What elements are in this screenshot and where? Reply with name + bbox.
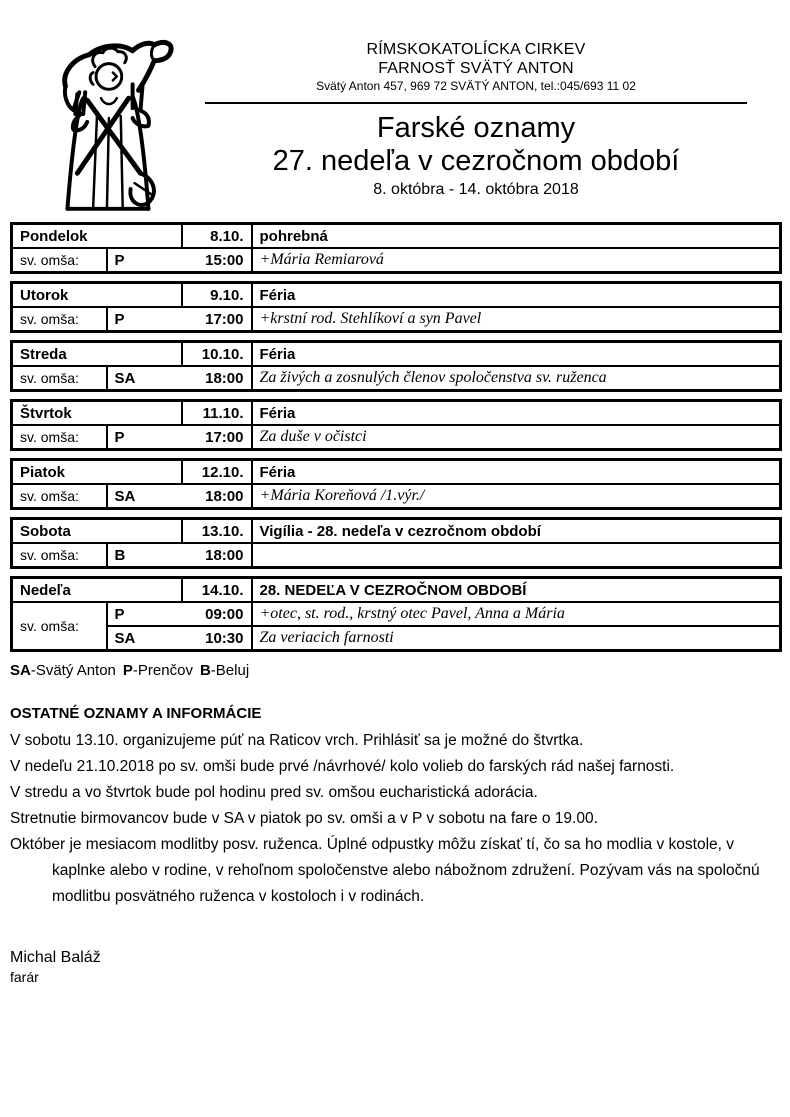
day-row [12, 342, 781, 367]
mass-row [12, 248, 781, 273]
day-row [12, 519, 781, 544]
mass-intention: +Mária Koreňová /1.výr./ [252, 484, 781, 509]
mass-location: SA [107, 484, 182, 509]
schedule-block-thursday [10, 399, 782, 451]
page-header [0, 0, 790, 222]
schedule-block-wednesday [10, 340, 782, 392]
mass-row [12, 543, 781, 568]
mass-location: SA [107, 626, 182, 651]
mass-label: sv. omša: [12, 602, 107, 651]
mass-intention: +Mária Remiarová [252, 248, 781, 273]
day-name: Piatok [12, 460, 182, 485]
legend-place: -Beluj [210, 662, 250, 679]
day-row [12, 401, 781, 426]
legend-item [123, 662, 193, 679]
mass-intention: +krstní rod. Stehlíkoví a syn Pavel [252, 307, 781, 332]
day-name: Pondelok [12, 224, 182, 249]
announcement-paragraph: Október je mesiacom modlitby posv. ruženca. Úplné odpustky môžu získať tí, čo sa ho modlia v kostole, v kaplnke alebo v rodine, v rehoľnom spoločenstve alebo nábožnom združení. Pozývam vás na spoločnú modlitbu posvätného ruženca v kostoloch i v rodinách. [10, 836, 760, 905]
schedule-block-monday [10, 222, 782, 274]
mass-time: 18:00 [182, 543, 252, 568]
announcement-line: V nedeľu 21.10.2018 po sv. omši bude prvé /návrhové/ kolo volieb do farských rád našej farnosti. [10, 758, 675, 775]
legend-item [200, 662, 249, 679]
header-text [205, 40, 747, 200]
day-name: Štvrtok [12, 401, 182, 426]
legend-place: -Prenčov [132, 662, 193, 679]
mass-time: 17:00 [182, 425, 252, 450]
org-name-line1: RÍMSKOKATOLÍCKA CIRKEV [366, 41, 586, 58]
legend-item [10, 662, 116, 679]
signature-name: Michal Baláž [10, 949, 101, 966]
day-row [12, 578, 781, 603]
mass-location: P [107, 602, 182, 626]
mass-location: P [107, 425, 182, 450]
schedule-block-saturday [10, 517, 782, 569]
day-name: Utorok [12, 283, 182, 308]
page-title: Farské oznamy [376, 112, 576, 144]
legend-abbr: B [199, 662, 211, 679]
day-date: 13.10. [182, 519, 252, 544]
mass-intention: Za veriacich farnosti [252, 626, 781, 651]
announcement-line: V stredu a vo štvrtok bude pol hodinu pred sv. omšou eucharistická adorácia. [10, 784, 538, 801]
mass-location: P [107, 307, 182, 332]
day-row [12, 283, 781, 308]
legend-abbr: SA [10, 662, 31, 679]
day-name: Sobota [12, 519, 182, 544]
day-date: 10.10. [182, 342, 252, 367]
announcements-heading: OSTATNÉ OZNAMY A INFORMÁCIE [10, 705, 262, 722]
signature-role: farár [10, 969, 39, 985]
day-title: Féria [252, 401, 781, 426]
day-title: 28. NEDEĽA V CEZROČNOM OBDOBÍ [252, 578, 781, 603]
announcements-section [10, 705, 780, 910]
legend [10, 662, 790, 679]
day-name: Streda [12, 342, 182, 367]
day-title: Vigília - 28. nedeľa v cezročnom období [252, 519, 781, 544]
mass-time: 18:00 [182, 366, 252, 391]
day-date: 11.10. [182, 401, 252, 426]
legend-abbr: P [122, 662, 133, 679]
mass-label: sv. omša: [12, 425, 107, 450]
mass-row [12, 307, 781, 332]
mass-time: 09:00 [182, 602, 252, 626]
mass-label: sv. omša: [12, 307, 107, 332]
mass-intention [252, 543, 781, 568]
page-subtitle: 27. nedeľa v cezročnom období [272, 145, 680, 177]
org-address: Svätý Anton 457, 969 72 SVÄTÝ ANTON, tel.:045/693 11 02 [316, 79, 636, 93]
day-date: 12.10. [182, 460, 252, 485]
date-range: 8. októbra - 14. októbra 2018 [373, 181, 579, 198]
mass-location: B [107, 543, 182, 568]
day-title: Féria [252, 460, 781, 485]
mass-row [12, 425, 781, 450]
signature [10, 948, 790, 986]
day-title: Féria [252, 283, 781, 308]
mass-row [12, 366, 781, 391]
day-row [12, 224, 781, 249]
day-title: pohrebná [252, 224, 781, 249]
mass-label: sv. omša: [12, 484, 107, 509]
mass-row [12, 484, 781, 509]
org-block [205, 40, 747, 104]
mass-location: SA [107, 366, 182, 391]
schedule-block-tuesday [10, 281, 782, 333]
day-row [12, 460, 781, 485]
mass-time: 18:00 [182, 484, 252, 509]
good-shepherd-icon [22, 14, 180, 214]
day-title: Féria [252, 342, 781, 367]
good-shepherd-logo [22, 14, 180, 214]
mass-row [12, 602, 781, 626]
mass-label: sv. omša: [12, 543, 107, 568]
announcement-line: V sobotu 13.10. organizujeme púť na Raticov vrch. Prihlásiť sa je možné do štvrtka. [10, 732, 584, 749]
mass-row [12, 626, 781, 651]
mass-location: P [107, 248, 182, 273]
org-name-line2: FARNOSŤ SVÄTÝ ANTON [378, 60, 574, 77]
mass-intention: Za živých a zosnulých členov spoločenstva sv. ruženca [252, 366, 781, 391]
mass-intention: +otec, st. rod., krstný otec Pavel, Anna a Mária [252, 602, 781, 626]
mass-label: sv. omša: [12, 366, 107, 391]
mass-time: 17:00 [182, 307, 252, 332]
schedule-block-friday [10, 458, 782, 510]
mass-label: sv. omša: [12, 248, 107, 273]
day-date: 14.10. [182, 578, 252, 603]
schedule-block-sunday [10, 576, 782, 652]
announcement-line: Stretnutie birmovancov bude v SA v piatok po sv. omši a v P v sobotu na fare o 19.00. [10, 810, 598, 827]
day-date: 8.10. [182, 224, 252, 249]
mass-time: 15:00 [182, 248, 252, 273]
legend-place: -Svätý Anton [30, 662, 116, 679]
mass-intention: Za duše v očistci [252, 425, 781, 450]
mass-time: 10:30 [182, 626, 252, 651]
day-date: 9.10. [182, 283, 252, 308]
day-name: Nedeľa [12, 578, 182, 603]
